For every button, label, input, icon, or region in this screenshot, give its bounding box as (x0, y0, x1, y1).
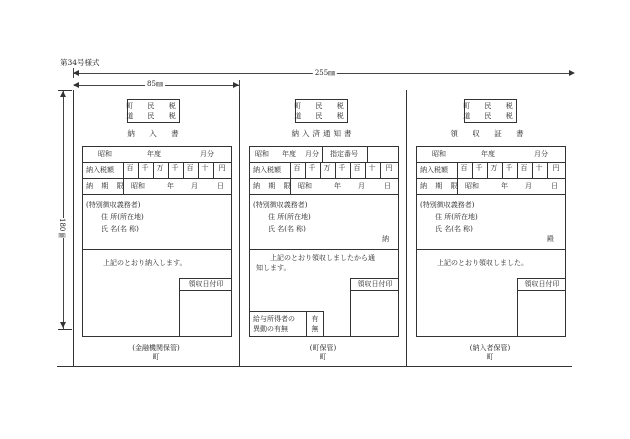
row1-month: 月分 (305, 150, 319, 158)
digit-label: 百 (126, 164, 134, 172)
name-label: 氏 名(名 称) (101, 225, 139, 233)
panel-divider-1 (239, 90, 240, 366)
digit-label: 十 (535, 164, 543, 172)
row1-era: 昭和 (255, 150, 269, 158)
digit-label: 万 (156, 164, 164, 172)
row3-day: 日 (551, 182, 558, 190)
panel-title: 納入済通知書 (291, 129, 355, 138)
tax-line-1: 町 民 税 (294, 102, 350, 110)
digit-label: 円 (218, 164, 226, 172)
salary-change-line-2: 異動の有無 (253, 325, 288, 333)
receipt-stamp-box (350, 278, 399, 337)
panel-title: 納 入 書 (127, 129, 185, 138)
address-label: 住 所(所在地) (435, 213, 478, 221)
row3-month: 月 (358, 182, 365, 190)
obligor-label: (特別徴収義務者) (420, 201, 475, 209)
row1-era: 昭和 (432, 150, 446, 158)
obligor-label: (特別徴収義務者) (253, 201, 308, 209)
digit-label: 円 (552, 164, 560, 172)
row1-era: 昭和 (98, 150, 112, 158)
row3-day: 日 (217, 182, 224, 190)
receipt-stamp-label: 領収日付印 (524, 280, 560, 288)
row3-day: 日 (384, 182, 391, 190)
footer-town: 町 (486, 353, 494, 361)
footer-town: 町 (152, 353, 160, 361)
width-label: 255㎜ (314, 69, 336, 77)
name-suffix: 納 (382, 235, 389, 243)
name-label: 氏 名(名 称) (435, 225, 473, 233)
digit-label: 千 (308, 164, 316, 172)
receipt-stamp-box (517, 278, 566, 337)
yes-label: 有 (311, 315, 319, 323)
designation-number-label: 指定番号 (330, 150, 358, 158)
row3-label: 納 期 限 (86, 182, 127, 190)
digit-label: 万 (323, 164, 331, 172)
form-box (416, 146, 566, 337)
row1-year: 年度 (481, 150, 495, 158)
footer-owner: (金融機関保管) (132, 344, 180, 352)
row3-label: 納 期 限 (253, 182, 294, 190)
name-label: 氏 名(名 称) (268, 225, 306, 233)
row1-year: 年度 (282, 150, 296, 158)
row2-label: 納入税額 (86, 166, 114, 174)
name-suffix: 殿 (547, 235, 554, 243)
obligor-label: (特別徴収義務者) (86, 201, 141, 209)
receipt-stamp-label: 領収日付印 (357, 280, 393, 288)
message-line-1: 上記のとおり領収しましたから通 (270, 254, 375, 262)
height-label: 180㎜ (58, 218, 66, 239)
receipt-stamp-box (179, 278, 232, 337)
tax-line-1: 町 民 税 (463, 102, 519, 110)
row1-month: 月分 (534, 150, 548, 158)
row1-year: 年度 (147, 150, 161, 158)
row3-year: 年 (167, 182, 174, 190)
digit-label: 百 (353, 164, 361, 172)
tax-line-1: 町 民 税 (126, 102, 182, 110)
address-label: 住 所(所在地) (101, 213, 144, 221)
row2-label: 納入税額 (420, 166, 448, 174)
tax-line-2: 道 民 税 (126, 112, 182, 120)
message-line-2: 知します。 (256, 264, 291, 272)
tax-label-box (464, 99, 517, 123)
salary-change-line-1: 給与所得者の (253, 315, 295, 323)
panel-divider-2 (406, 90, 407, 366)
digit-label: 千 (505, 164, 513, 172)
footer-owner: (納入者保管) (469, 344, 511, 352)
digit-label: 百 (460, 164, 468, 172)
row3-year: 年 (501, 182, 508, 190)
row3-era: 昭和 (465, 182, 479, 190)
digit-label: 千 (475, 164, 483, 172)
row3-month: 月 (191, 182, 198, 190)
receipt-stamp-label: 領収日付印 (188, 280, 224, 288)
row2-label: 納入税額 (253, 166, 281, 174)
row3-era: 昭和 (131, 182, 145, 190)
panel-width-label: 85㎜ (147, 80, 163, 88)
row3-month: 月 (525, 182, 532, 190)
form-number: 第34号様式 (60, 58, 100, 67)
digit-label: 百 (186, 164, 194, 172)
frame-left-edge (73, 90, 74, 366)
row1-month: 月分 (200, 150, 214, 158)
digit-label: 百 (520, 164, 528, 172)
tax-line-2: 道 民 税 (294, 112, 350, 120)
footer-town: 町 (319, 353, 327, 361)
footer-owner: (町保管) (309, 344, 337, 352)
panel-title: 領 収 証 書 (450, 129, 530, 138)
row3-label: 納 期 限 (420, 182, 461, 190)
digit-label: 千 (338, 164, 346, 172)
tax-label-box (295, 99, 348, 123)
digit-label: 千 (171, 164, 179, 172)
tax-label-box (127, 99, 180, 123)
digit-label: 万 (490, 164, 498, 172)
digit-label: 千 (141, 164, 149, 172)
digit-label: 十 (201, 164, 209, 172)
row3-year: 年 (334, 182, 341, 190)
message-text: 上記のとおり領収しました。 (437, 259, 528, 267)
digit-label: 十 (368, 164, 376, 172)
address-label: 住 所(所在地) (268, 213, 311, 221)
no-label: 無 (311, 325, 319, 333)
row3-era: 昭和 (298, 182, 312, 190)
frame-bottom-edge (57, 366, 572, 367)
tax-line-2: 道 民 税 (463, 112, 519, 120)
digit-label: 円 (385, 164, 393, 172)
message-text: 上記のとおり納入します。 (103, 259, 187, 267)
form-box (82, 146, 232, 337)
form-box (249, 146, 399, 337)
digit-label: 百 (293, 164, 301, 172)
